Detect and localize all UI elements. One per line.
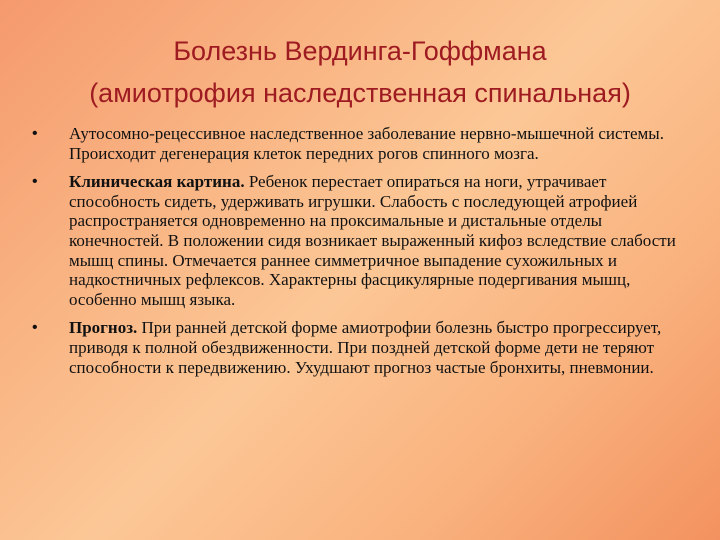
title-line-2: (амиотрофия наследственная спинальная)	[89, 78, 631, 108]
bullet-heading: Клиническая картина.	[69, 172, 245, 192]
bullet-icon: •	[32, 319, 38, 337]
bullet-heading: Прогноз.	[69, 318, 138, 338]
bullet-list	[32, 124, 682, 386]
bullet-text: При ранней детской форме амиотрофии болезнь быстро прогрессирует, приводя к полной обездвиженности. При поздней детской форме дети не теряют способности к передвижению. Ухудшают прогноз частые бронхиты, пневмонии.	[69, 318, 662, 377]
bullet-item-definition	[32, 124, 682, 163]
bullet-icon: •	[32, 125, 38, 142]
bullet-text: Аутосомно-рецессивное наследственное заболевание нервно-мышечной системы. Происходит дегенерация клеток передних рогов спинного мозга.	[69, 124, 664, 163]
slide-title	[20, 30, 700, 114]
title-line-1: Болезнь Вердинга-Гоффмана	[173, 36, 547, 66]
bullet-text: Ребенок перестает опираться на ноги, утрачивает способность сидеть, удерживать игрушки. Слабость с последующей атрофией распространяется одновременно на проксимальные и дистальные отделы конечностей. В положении сидя возникает выраженный кифоз вследствие слабости мышц спины. Отмечается раннее симметричное выпадение сухожильных и надкостничных рефлексов. Характерны фасцикулярные подергивания мышц, особенно мышц языка.	[69, 172, 676, 309]
bullet-item-clinical	[32, 172, 682, 309]
bullet-icon: •	[32, 173, 38, 191]
bullet-item-prognosis	[32, 318, 682, 377]
